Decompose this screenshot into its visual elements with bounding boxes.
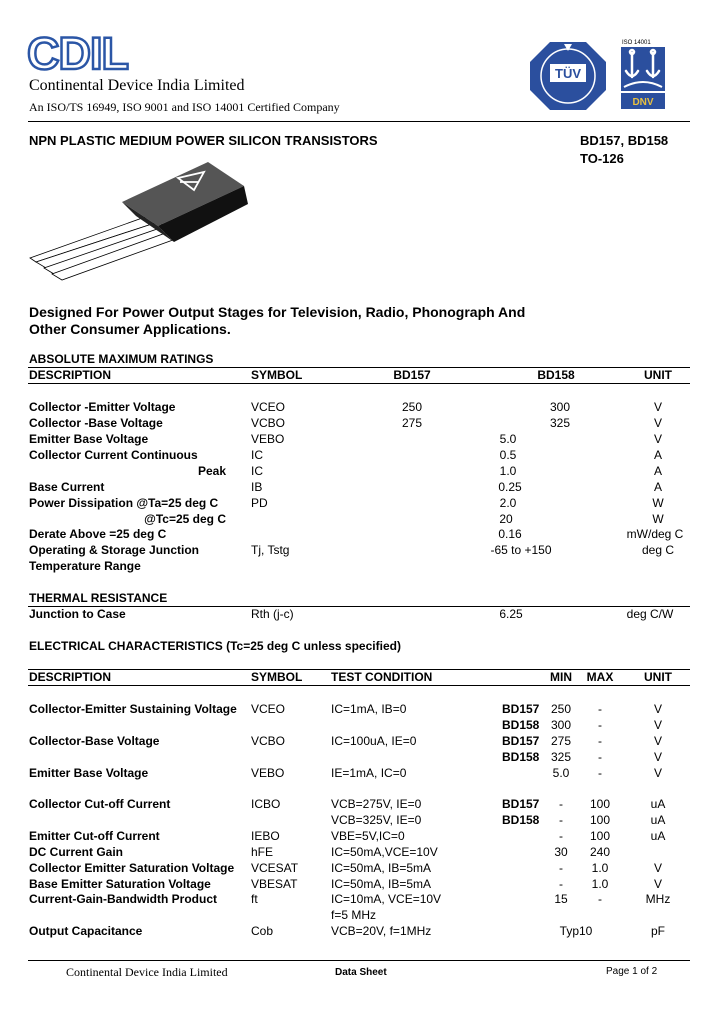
row-max: - <box>598 718 602 732</box>
row-description: DC Current Gain <box>29 845 124 859</box>
row-description: Collector Cut-off Current <box>29 797 171 811</box>
row-unit: A <box>653 448 663 462</box>
row-max: - <box>598 702 602 716</box>
row-description: Derate Above =25 deg C <box>29 527 167 541</box>
footer-page-number: Page 1 of 2 <box>606 966 658 977</box>
dnv-text: DNV <box>632 97 654 108</box>
row-symbol: VBESAT <box>251 877 298 891</box>
row-test-condition: IC=50mA, IB=5mA <box>331 877 432 891</box>
row-bd158-value: 300 <box>549 400 571 414</box>
abs-max-header-bd157: BD157 <box>393 368 431 382</box>
row-symbol: VCEO <box>251 702 286 716</box>
row-unit: MHz <box>645 892 671 906</box>
row-symbol: VEBO <box>251 766 285 780</box>
row-unit: uA <box>650 797 666 811</box>
row-common-value: 0.25 <box>498 480 522 494</box>
footer-company: Continental Device India Limited <box>66 965 228 979</box>
row-max: 100 <box>589 797 611 811</box>
row-min: - <box>559 797 563 811</box>
footer-doc-type: Data Sheet <box>335 967 387 978</box>
row-symbol: VCESAT <box>251 861 299 875</box>
row-max: 100 <box>589 829 611 843</box>
row-max: 1.0 <box>591 861 609 875</box>
electrical-header-symbol: SYMBOL <box>251 670 303 684</box>
electrical-header-max: MAX <box>586 670 614 684</box>
row-part: BD157 <box>502 702 540 716</box>
row-min: - <box>559 861 563 875</box>
thermal-value: 6.25 <box>499 607 523 621</box>
row-description: Collector -Emitter Voltage <box>29 400 176 414</box>
row-unit: mW/deg C <box>626 527 684 541</box>
row-symbol: ICBO <box>251 797 281 811</box>
header-divider <box>28 121 690 122</box>
part-numbers: BD157, BD158 <box>580 133 669 148</box>
row-max: 240 <box>589 845 611 859</box>
row-description: Emitter Base Voltage <box>29 766 149 780</box>
row-test-condition: IE=1mA, IC=0 <box>331 766 407 780</box>
row-part: BD157 <box>502 734 540 748</box>
row-part: BD158 <box>502 718 540 732</box>
application-line-1: Designed For Power Output Stages for Television, Radio, Phonograph And <box>29 304 526 320</box>
tuv-text: TÜV <box>555 66 581 81</box>
row-min: 300 <box>550 718 572 732</box>
row-symbol: ft <box>251 892 258 906</box>
row-symbol: IC <box>251 464 263 478</box>
row-unit: V <box>653 718 663 732</box>
row-symbol: IB <box>251 480 263 494</box>
row-common-value: 0.16 <box>498 527 522 541</box>
row-description: Collector Current Continuous <box>29 448 198 462</box>
row-test-condition: IC=50mA, IB=5mA <box>331 861 432 875</box>
row-test-condition: VCB=325V, IE=0 <box>331 813 422 827</box>
row-common-value: 20 <box>499 512 513 526</box>
row-min: 5.0 <box>552 766 570 780</box>
electrical-header-min: MIN <box>550 670 572 684</box>
cdil-logo: CDIL <box>27 28 128 79</box>
abs-max-section-title: ABSOLUTE MAXIMUM RATINGS <box>29 352 214 366</box>
row-description: @Tc=25 deg C <box>144 512 226 526</box>
abs-max-top-rule <box>28 367 690 368</box>
row-description: Collector Emitter Saturation Voltage <box>29 861 235 875</box>
row-unit: V <box>653 734 663 748</box>
row-test-condition: IC=50mA,VCE=10V <box>331 845 438 859</box>
footer-rule <box>28 960 690 961</box>
row-unit: V <box>653 861 663 875</box>
row-unit: pF <box>650 924 666 938</box>
row-min: 30 <box>554 845 568 859</box>
row-symbol: IEBO <box>251 829 280 843</box>
row-unit: W <box>652 496 664 510</box>
application-line-2: Other Consumer Applications. <box>29 321 231 337</box>
row-common-value: 0.5 <box>499 448 517 462</box>
electrical-header-test-condition: TEST CONDITION <box>331 670 433 684</box>
row-test-condition: VCB=275V, IE=0 <box>331 797 422 811</box>
row-symbol: VCEO <box>251 400 286 414</box>
row-description: Operating & Storage Junction <box>29 543 200 557</box>
row-symbol: VEBO <box>251 432 285 446</box>
row-description: Emitter Cut-off Current <box>29 829 160 843</box>
thermal-section-title: THERMAL RESISTANCE <box>29 591 168 605</box>
abs-max-header-symbol: SYMBOL <box>251 368 303 382</box>
row-max: - <box>598 766 602 780</box>
electrical-section-title: ELECTRICAL CHARACTERISTICS (Tc=25 deg C unless specified) <box>29 639 401 653</box>
row-unit: V <box>653 766 663 780</box>
row-unit: V <box>653 416 663 430</box>
row-unit: deg C <box>641 543 675 557</box>
row-symbol: VCBO <box>251 734 286 748</box>
row-unit: uA <box>650 813 666 827</box>
row-min: - <box>559 877 563 891</box>
row-unit: V <box>653 432 663 446</box>
row-unit: V <box>653 400 663 414</box>
row-common-value: 2.0 <box>499 496 517 510</box>
thermal-unit: deg C/W <box>626 607 674 621</box>
row-test-condition: IC=10mA, VCE=10V <box>331 892 442 906</box>
electrical-header-unit: UNIT <box>644 670 672 684</box>
row-part: BD158 <box>502 813 540 827</box>
row-min: 275 <box>550 734 572 748</box>
row-description: Emitter Base Voltage <box>29 432 149 446</box>
row-min: 250 <box>550 702 572 716</box>
row-symbol: PD <box>251 496 268 510</box>
row-test-condition: f=5 MHz <box>331 908 377 922</box>
row-max: 1.0 <box>591 877 609 891</box>
row-unit: V <box>653 750 663 764</box>
row-common-value: 5.0 <box>499 432 517 446</box>
dnv-certification-badge <box>620 37 666 111</box>
company-name: Continental Device India Limited <box>29 77 245 94</box>
row-symbol: hFE <box>251 845 274 859</box>
row-min: Typ10 <box>559 924 593 938</box>
certification-line: An ISO/TS 16949, ISO 9001 and ISO 14001 Certified Company <box>29 100 340 114</box>
row-description: Power Dissipation @Ta=25 deg C <box>29 496 219 510</box>
to126-package-image <box>28 158 250 284</box>
row-symbol: Tj, Tstg <box>251 543 290 557</box>
tuv-certification-badge <box>528 40 608 112</box>
row-part: BD157 <box>502 797 540 811</box>
row-max: - <box>598 892 602 906</box>
electrical-header-rule <box>28 685 690 686</box>
row-bd157-value: 275 <box>401 416 423 430</box>
row-description: Current-Gain-Bandwidth Product <box>29 892 217 906</box>
row-description: Collector-Emitter Sustaining Voltage <box>29 702 237 716</box>
row-min: - <box>559 813 563 827</box>
row-min: - <box>559 829 563 843</box>
package-type: TO-126 <box>580 151 624 166</box>
row-min: 325 <box>550 750 572 764</box>
row-description: Temperature Range <box>29 559 141 573</box>
thermal-rule <box>28 606 690 607</box>
row-max: - <box>598 750 602 764</box>
electrical-header-description: DESCRIPTION <box>29 670 112 684</box>
row-unit: V <box>653 877 663 891</box>
row-part: BD158 <box>502 750 540 764</box>
abs-max-header-unit: UNIT <box>644 368 672 382</box>
row-description: Base Emitter Saturation Voltage <box>29 877 211 891</box>
row-test-condition: VCB=20V, f=1MHz <box>331 924 432 938</box>
iso-14001-label: ISO 14001 <box>622 40 651 46</box>
abs-max-header-bd158: BD158 <box>537 368 575 382</box>
row-description: Collector -Base Voltage <box>29 416 163 430</box>
abs-max-header-description: DESCRIPTION <box>29 368 112 382</box>
row-max: 100 <box>589 813 611 827</box>
thermal-symbol: Rth (j-c) <box>251 607 294 621</box>
row-symbol: Cob <box>251 924 274 938</box>
row-symbol: VCBO <box>251 416 286 430</box>
row-bd157-value: 250 <box>401 400 423 414</box>
row-description: Base Current <box>29 480 105 494</box>
row-common-value: -65 to +150 <box>490 543 552 557</box>
row-test-condition: VBE=5V,IC=0 <box>331 829 405 843</box>
row-unit: V <box>653 702 663 716</box>
row-min: 15 <box>554 892 568 906</box>
row-test-condition: IC=100uA, IE=0 <box>331 734 417 748</box>
row-unit: uA <box>650 829 666 843</box>
row-bd158-value: 325 <box>549 416 571 430</box>
row-description: Peak <box>197 464 226 478</box>
row-max: - <box>598 734 602 748</box>
row-test-condition: IC=1mA, IB=0 <box>331 702 407 716</box>
row-unit: A <box>653 464 663 478</box>
abs-max-header-rule <box>28 383 690 384</box>
thermal-description: Junction to Case <box>29 607 126 621</box>
row-unit: W <box>652 512 664 526</box>
product-type-title: NPN PLASTIC MEDIUM POWER SILICON TRANSISTORS <box>29 133 378 148</box>
row-common-value: 1.0 <box>499 464 517 478</box>
row-description: Output Capacitance <box>29 924 143 938</box>
row-description: Collector-Base Voltage <box>29 734 160 748</box>
row-unit: A <box>653 480 663 494</box>
row-symbol: IC <box>251 448 263 462</box>
